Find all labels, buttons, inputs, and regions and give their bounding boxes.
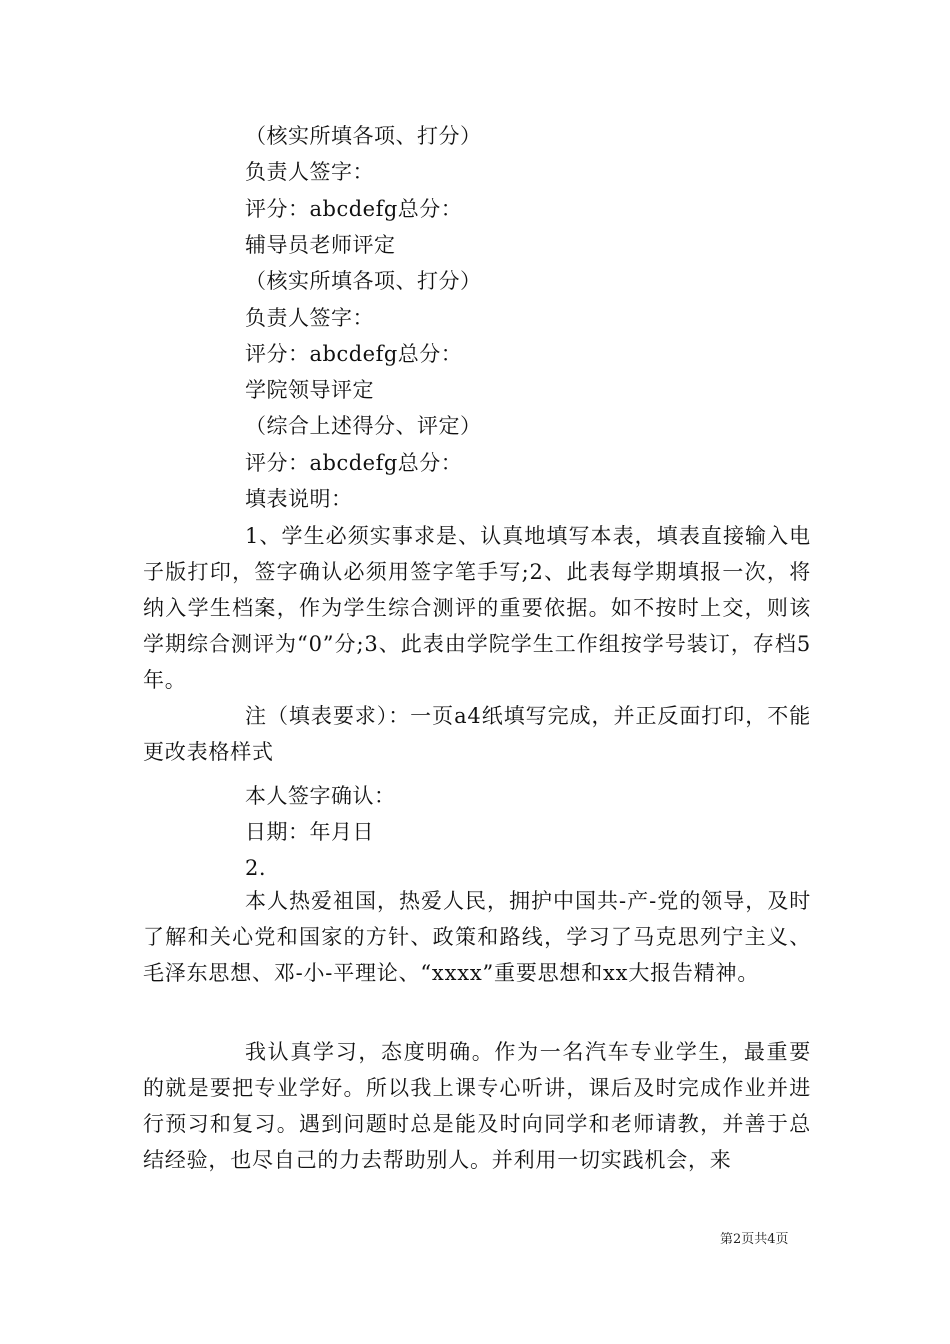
score-line-1: 评分：abcdefg总分： xyxy=(245,197,463,221)
counselor-evaluation-heading: 辅导员老师评定 xyxy=(245,233,396,257)
self-signature-confirm: 本人签字确认： xyxy=(245,784,396,808)
essay-paragraph-1: 本人热爱祖国，热爱人民，拥护中国共-产-党的领导，及时了解和关心党和国家的方针、政策和路线，学习了马克思列宁主义、毛泽东思想、邓-小-平理论、“xxxx”重要思想和xx大报告精神。 xyxy=(143,889,811,985)
score-line-2: 评分：abcdefg总分： xyxy=(245,342,463,366)
form-requirement-note: 注（填表要求）：一页a4纸填写完成，并正反面打印，不能更改表格样式 xyxy=(143,704,811,764)
section-number: 2. xyxy=(245,856,267,880)
form-instructions-heading: 填表说明： xyxy=(245,487,353,511)
date-line: 日期：年月日 xyxy=(245,820,374,844)
verify-items-note-2: （核实所填各项、打分） xyxy=(245,269,482,293)
responsible-signature-2: 负责人签字： xyxy=(245,306,374,330)
comprehensive-evaluation-note: （综合上述得分、评定） xyxy=(245,414,482,438)
score-line-3: 评分：abcdefg总分： xyxy=(245,451,463,475)
essay-paragraph-2: 我认真学习，态度明确。作为一名汽车专业学生，最重要的就是要把专业学好。所以我上课专心听讲，课后及时完成作业并进行预习和复习。遇到问题时总是能及时向同学和老师请教，并善于总结经验，也尽自己的力去帮助别人。并利用一切实践机会，来 xyxy=(143,1040,811,1172)
responsible-signature-1: 负责人签字： xyxy=(245,160,374,184)
college-leader-evaluation-heading: 学院领导评定 xyxy=(245,378,374,402)
page-footer: 第2页共4页 xyxy=(720,1232,789,1247)
form-instructions-text: 1、学生必须实事求是、认真地填写本表，填表直接输入电子版打印，签字确认必须用签字笔手写;2、此表每学期填报一次，将纳入学生档案，作为学生综合测评的重要依据。如不按时上交，则该学期综合测评为“0”分;3、此表由学院学生工作组按学号装订，存档5年。 xyxy=(143,524,811,692)
verify-items-note-1: （核实所填各项、打分） xyxy=(245,124,482,148)
